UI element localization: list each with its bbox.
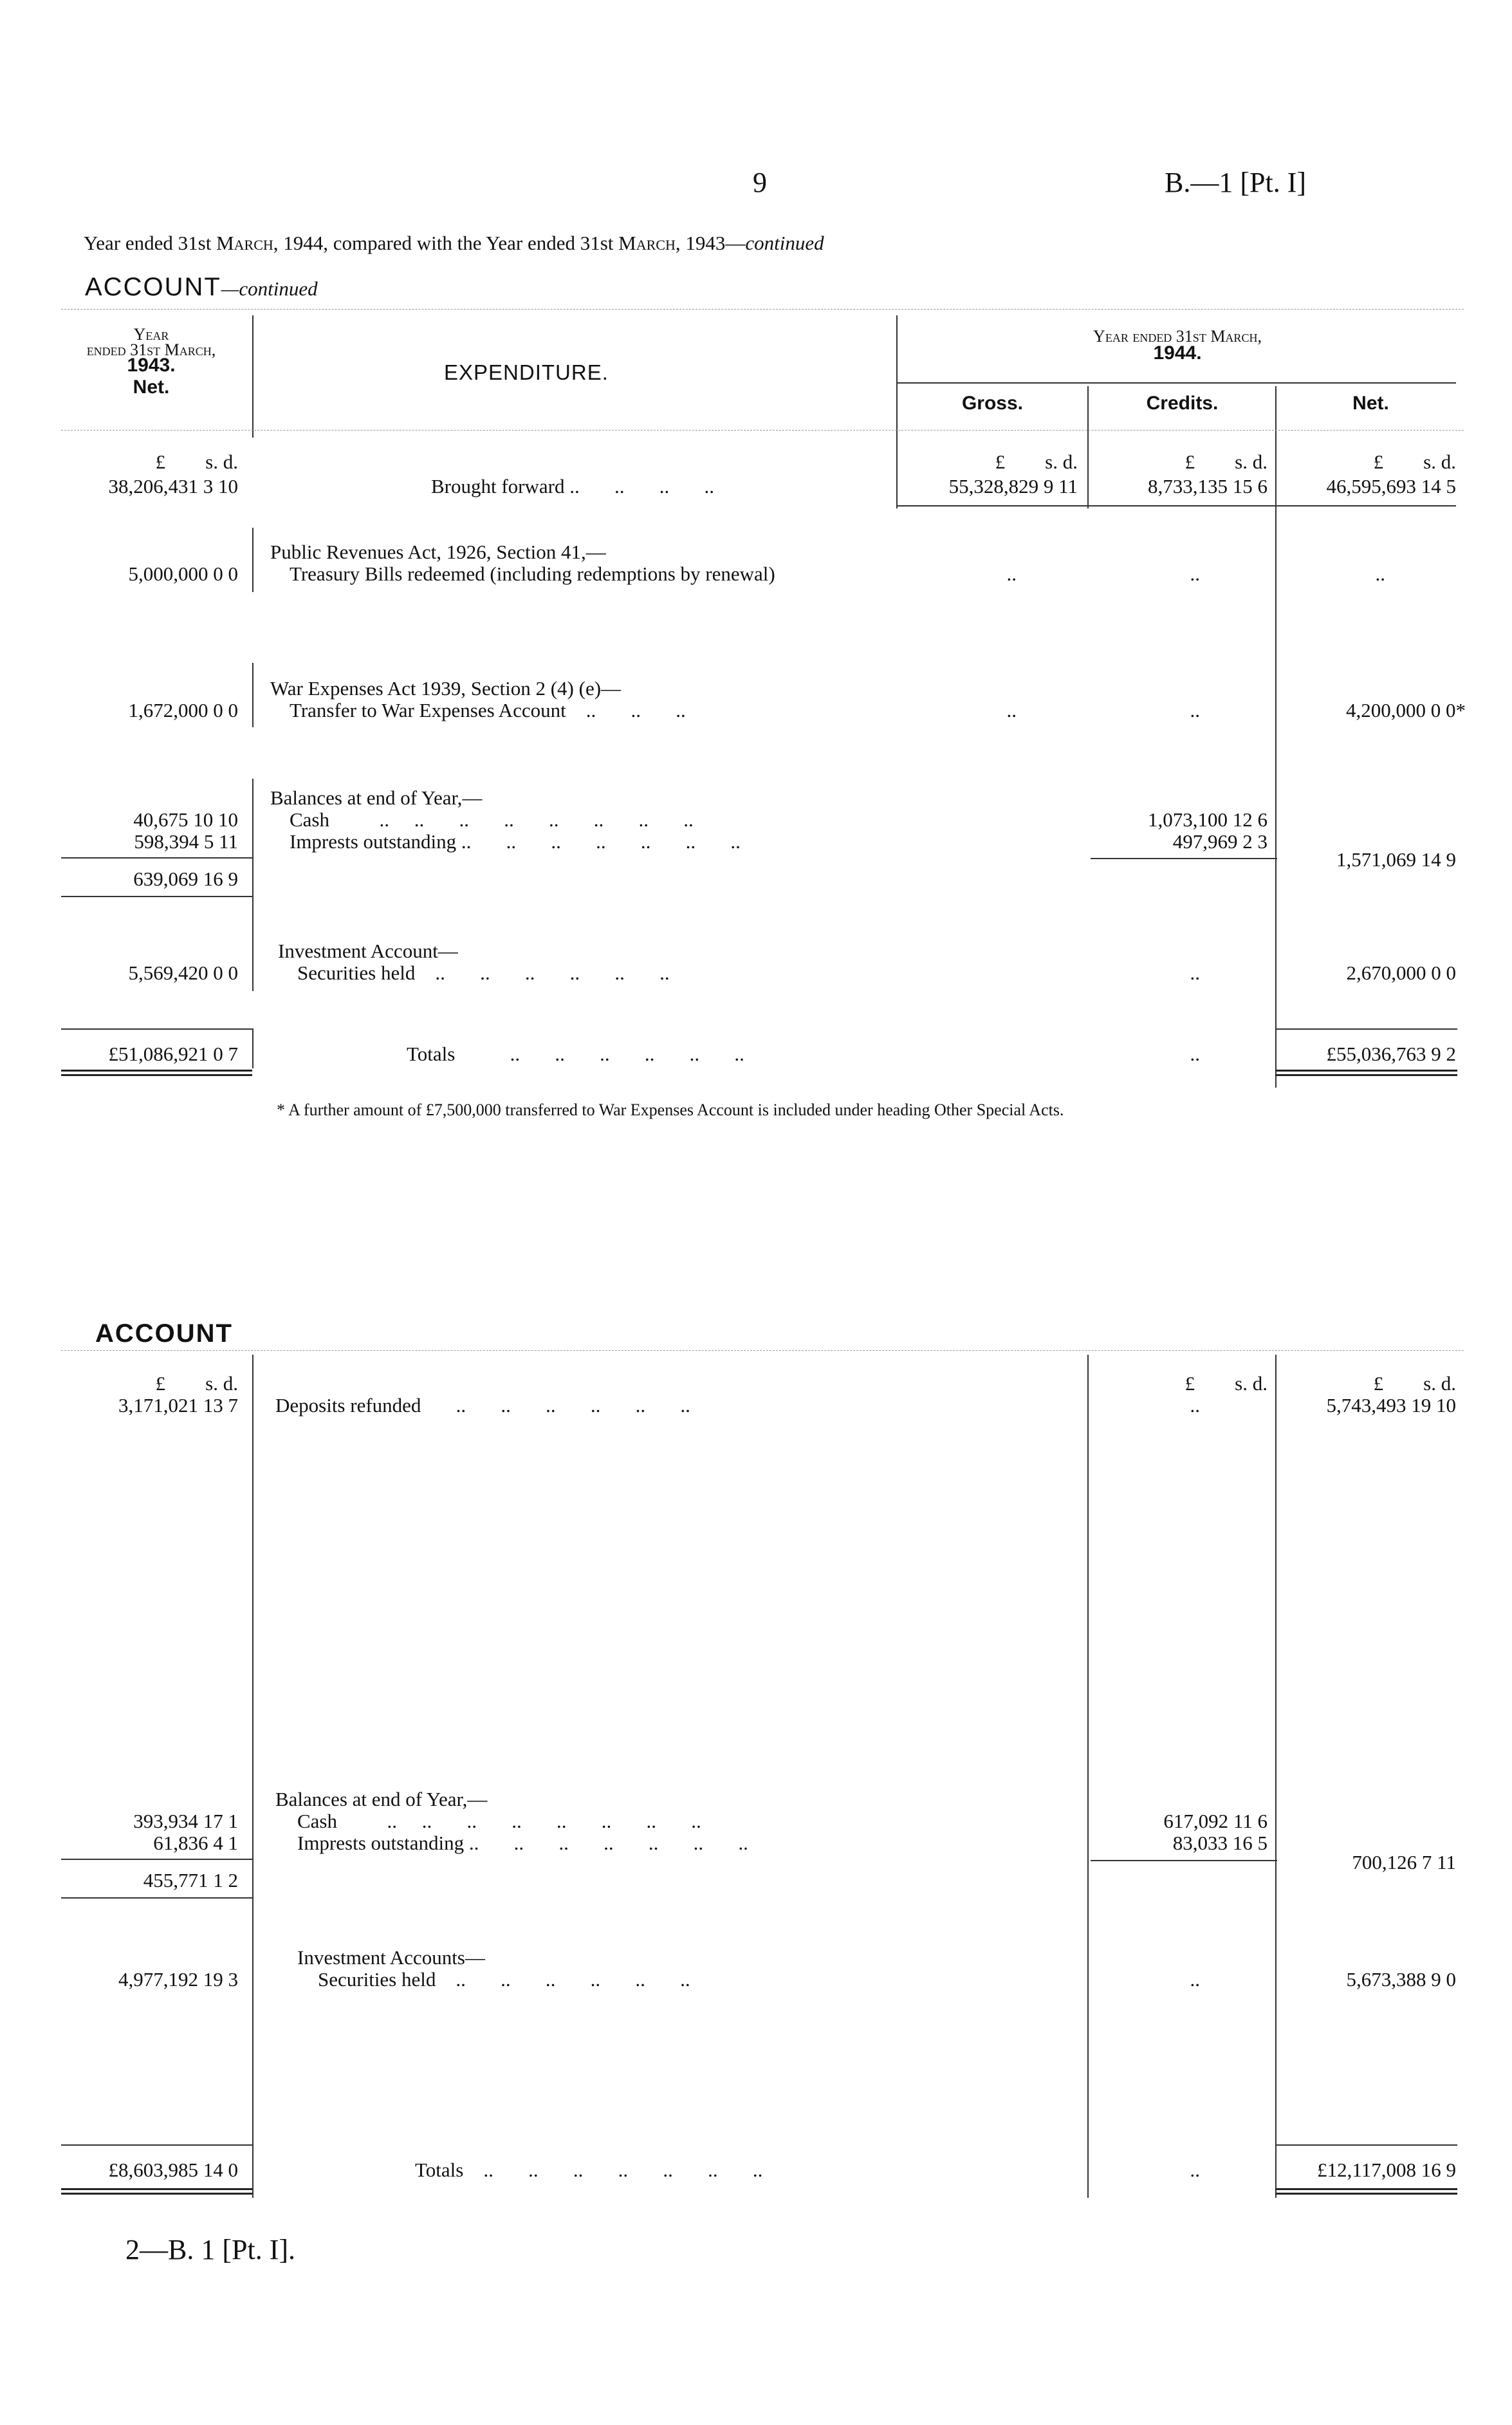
totals-2-label-text: Totals [415,2159,464,2181]
gross-sd: s. d. [1045,451,1078,473]
investment-2-sub-text: Securities held [318,1968,436,1991]
balances-2-cash-credits: 617,092 11 6 [1163,1810,1268,1832]
totals-1-label: Totals .. .. .. .. .. .. [407,1043,744,1065]
footnote: * A further amount of £7,500,000 transferred to War Expenses Account is included under heading Other Special Acts. [277,1101,1064,1119]
credits-sd: s. d. [1235,451,1268,473]
investment-2-credits: .. [1190,1968,1200,1991]
investment-2-sub: Securities held .. .. .. .. .. .. [318,1968,690,1991]
investment-1-sub: Securities held .. .. .. .. .. .. [297,962,670,984]
war-expenses-credits: .. [1190,699,1200,721]
account-2-net-sd: s. d. [1423,1372,1456,1395]
investment-1-title: Investment Account— [278,940,458,962]
prev-pound: £ [155,451,166,473]
balances-1-cash-prev: 40,675 10 10 [133,808,238,831]
account-2-credits-pound: £ [1185,1372,1195,1395]
account-1-heading-text: ACCOUNT [85,273,221,301]
balances-1-title: Balances at end of Year,— [270,786,483,809]
subtitle-suffix: , 1943— [675,232,746,254]
war-expenses-prev: 1,672,000 0 0 [128,699,238,721]
balances-1-imprest-credits: 497,969 2 3 [1172,830,1268,853]
balances-1-imprest-label: Imprests outstanding [290,830,457,853]
deposits-prev: 3,171,021 13 7 [118,1394,238,1417]
account-2-net-units [1279,1372,1456,1395]
brought-forward-text: Brought forward [431,475,565,497]
balances-1-net: 1,571,069 14 9 [1336,848,1456,871]
subtitle-middle: , 1944, compared with the Year ended 31st [273,232,619,254]
war-expenses-sub: Transfer to War Expenses Account .. .. .. [290,699,686,721]
credits-pound: £ [1185,451,1195,473]
war-expenses-gross: .. [1006,699,1017,721]
balances-1-cash: Cash .. .. .. .. .. .. .. .. [290,808,694,831]
totals-1-label-text: Totals [407,1043,456,1065]
prev-year-value: 1943. [127,355,176,376]
public-revenues-title: Public Revenues Act, 1926, Section 41,— [270,541,606,563]
balances-1-cash-label: Cash [290,808,329,831]
account-2-net-pound: £ [1373,1372,1384,1395]
subtitle-continued: continued [745,232,824,254]
account-2-credits-sd: s. d. [1235,1372,1268,1395]
balances-1-imprest-prev: 598,394 5 11 [134,830,238,853]
deposits-label: Deposits refunded .. .. .. .. .. .. [275,1394,690,1417]
totals-2-net: £12,117,008 16 9 [1317,2159,1456,2181]
net-sd: s. d. [1423,451,1456,473]
balances-2-imprest-prev: 61,836 4 1 [153,1832,238,1854]
credits-header: Credits. [1146,393,1219,414]
public-revenues-credits: .. [1190,562,1200,585]
totals-2-credits: .. [1190,2159,1200,2181]
brought-forward-label: Brought forward .. .. .. .. [431,475,714,497]
investment-2-title: Investment Accounts— [297,1946,485,1969]
balances-2-imprests: Imprests outstanding .. .. .. .. .. .. .. [297,1832,748,1854]
investment-1-credits: .. [1190,962,1200,984]
net-pound: £ [1373,451,1384,473]
gross-pound: £ [995,451,1006,473]
deposits-label-text: Deposits refunded [275,1394,421,1417]
subtitle-month-2: March [618,232,676,254]
balances-2-subtotal-prev: 455,771 1 2 [143,1869,238,1891]
deposits-net: 5,743,493 19 10 [1326,1394,1456,1417]
page-number: 9 [753,167,767,198]
account-2-prev-units [61,1372,238,1395]
credits-units [1091,451,1268,474]
public-revenues-prev: 5,000,000 0 0 [128,562,238,585]
net-units [1279,451,1456,474]
brought-forward-prev: 38,206,431 3 10 [108,475,238,497]
prev-year-line-1: Year [133,325,169,344]
deposits-credits: .. [1190,1394,1200,1417]
war-expenses-sub-text: Transfer to War Expenses Account [290,699,566,721]
brought-forward-gross: 55,328,829 9 11 [948,475,1078,497]
balances-2-title: Balances at end of Year,— [275,1788,488,1810]
totals-1-credits: .. [1190,1043,1200,1065]
prev-units [61,451,238,474]
investment-1-sub-text: Securities held [297,962,416,984]
balances-2-cash: Cash .. .. .. .. .. .. .. .. [297,1810,701,1832]
year-1944-label: Year ended 31st March, [1093,327,1262,346]
investment-2-net: 5,673,388 9 0 [1346,1968,1456,1991]
net-header: Net. [1352,393,1389,414]
balances-1-imprests: Imprests outstanding .. .. .. .. .. .. .. [290,830,741,853]
page-subtitle [84,232,824,255]
balances-2-net: 700,126 7 11 [1352,1851,1456,1873]
war-expenses-net: 4,200,000 0 0* [1346,699,1466,721]
totals-1-prev: £51,086,921 0 7 [108,1043,238,1065]
totals-2-label: Totals .. .. .. .. .. .. .. [415,2159,763,2181]
account-1-heading [85,273,318,302]
balances-2-cash-label: Cash [297,1810,337,1832]
year-1944-value: 1944. [1153,342,1202,364]
expenditure-header: EXPENDITURE. [444,360,609,384]
balances-2-imprest-credits: 83,033 16 5 [1172,1832,1268,1854]
document-reference: B.—1 [Pt. I] [1165,167,1306,198]
balances-1-subtotal-prev: 639,069 16 9 [133,868,238,890]
account-2-credits-units [1091,1372,1268,1395]
account-1-heading-suffix: —continued [221,277,318,300]
balances-2-imprest-label: Imprests outstanding [297,1832,465,1854]
prev-year-net-label: Net. [133,376,170,398]
year-1944-header [901,328,1454,362]
public-revenues-gross: .. [1006,562,1017,585]
brought-forward-net: 46,595,693 14 5 [1326,475,1456,497]
gross-units [901,451,1078,474]
gross-header: Gross. [961,393,1024,414]
totals-1-net: £55,036,763 9 2 [1326,1043,1456,1065]
investment-1-prev: 5,569,420 0 0 [128,962,238,984]
account-2-prev-sd: s. d. [205,1372,238,1395]
public-revenues-sub: Treasury Bills redeemed (including redemptions by renewal) [290,562,775,585]
prev-year-header [61,325,241,398]
investment-1-net: 2,670,000 0 0 [1346,962,1456,984]
balances-2-cash-prev: 393,934 17 1 [133,1810,238,1832]
investment-2-prev: 4,977,192 19 3 [118,1968,238,1991]
brought-forward-credits: 8,733,135 15 6 [1148,475,1268,497]
public-revenues-net: .. [1375,562,1385,585]
account-2-prev-pound: £ [155,1372,166,1395]
account-2-heading: ACCOUNT [95,1319,233,1348]
footer-reference: 2—B. 1 [Pt. I]. [125,2234,295,2265]
balances-1-cash-credits: 1,073,100 12 6 [1148,808,1268,831]
war-expenses-title: War Expenses Act 1939, Section 2 (4) (e)— [270,677,622,700]
totals-2-prev: £8,603,985 14 0 [108,2159,238,2181]
prev-year-line-2: ended 31st March, [86,340,216,359]
prev-sd: s. d. [205,451,238,473]
subtitle-prefix: Year ended 31st [84,232,217,254]
subtitle-month-1: March [216,232,273,254]
